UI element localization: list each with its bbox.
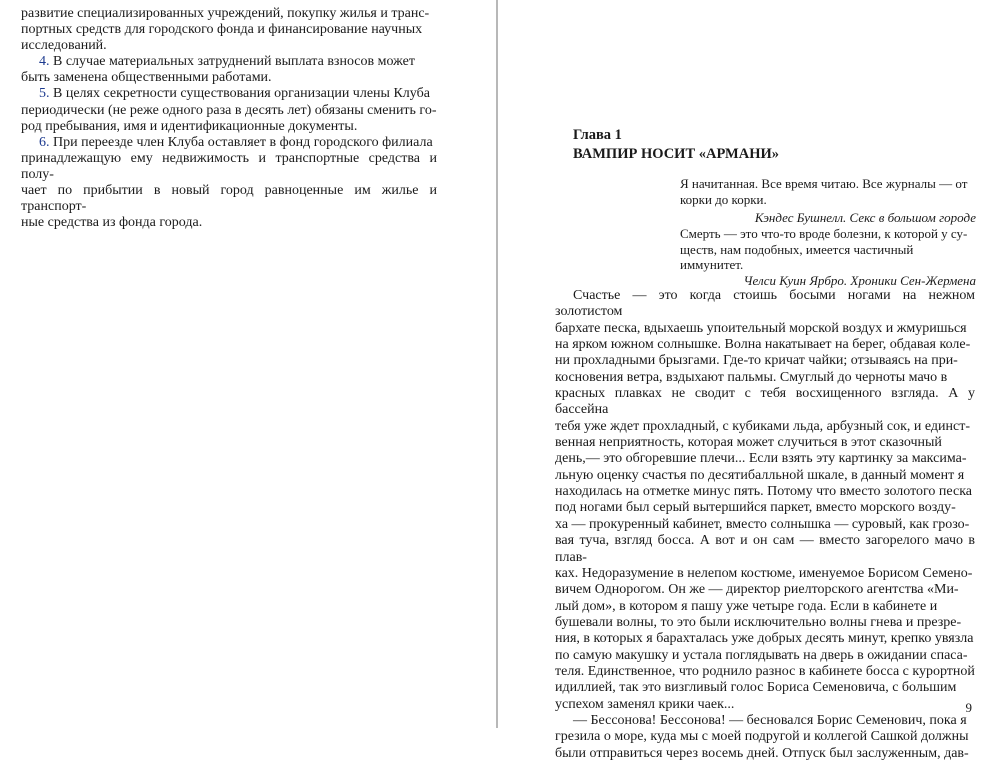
paragraph	[21, 86, 437, 134]
text-line: Счастье — это когда стоишь босыми ногами на нежном золотистом	[555, 288, 975, 320]
text-line: бушевали волны, то это были исключительно волны гнева и презре-	[555, 614, 962, 630]
text-line: род пребывания, имя и идентификационные документы.	[21, 118, 358, 134]
text-line: портных средств для городского фонда и финансирование научных	[21, 22, 423, 38]
left-page	[0, 0, 496, 728]
paragraph-number: 4.	[39, 54, 50, 70]
paragraph	[21, 6, 437, 54]
epigraph-quote: Смерть — это что-то вроде болезни, к которой у су- ществ, нам подобных, имеется частичный иммунитет.	[680, 226, 968, 273]
text-line: по самую макушку и устала поглядывать на дверь в ожидании спаса-	[555, 647, 968, 663]
page-number: 9	[965, 700, 972, 715]
paragraph	[21, 135, 437, 232]
paragraph-number: 5.	[39, 86, 50, 102]
text-line: венная неприятность, которая может случиться в этот сказочный	[555, 435, 942, 451]
text-line: В случае материальных затруднений выплата взносов может	[49, 54, 415, 70]
text-line: льную оценку счастья по десятибалльной шкале, в данный момент я	[555, 467, 965, 483]
paragraph	[555, 713, 975, 762]
text-line: под ногами был серый вытершийся паркет, вместо морского возду-	[555, 500, 956, 516]
paragraph	[21, 54, 437, 86]
text-line: грезила о море, куда мы с моей подругой и коллегой Сашкой должны	[555, 729, 969, 745]
text-line: тебя уже ждет прохладный, с кубиками льда, арбузный сок, и единст-	[555, 418, 971, 434]
text-line: идиллией, так это визгливый голос Бориса Семеновича, с большим	[555, 680, 957, 696]
left-page-text	[21, 6, 437, 231]
epigraph	[680, 226, 976, 288]
text-line: вая туча, взгляд босса. А вот и он сам — вместо загорелого мачо в плав-	[555, 533, 975, 565]
text-line: быть заменена общественными работами.	[21, 70, 272, 86]
text-line: вичем Однорогом. Он же — директор риелторского агентства «Ми-	[555, 582, 959, 598]
text-line: — Бессонова! Бессонова! — бесновался Борис Семенович, пока я	[573, 712, 967, 728]
text-line: исследований.	[21, 38, 107, 54]
epigraph-author: Челси Куин Ярбро. Хроники Сен-Жермена	[743, 272, 976, 288]
paragraph-number: 6.	[39, 134, 50, 150]
chapter-body-text	[555, 288, 975, 762]
text-line: теля. Единственное, что роднило разнос в кабинете босса с курортной	[555, 663, 975, 679]
text-line: принадлежащую ему недвижимость и транспортные средства и полу-	[21, 150, 437, 182]
text-line: В целях секретности существования организации члены Клуба	[49, 86, 430, 102]
text-line: косновения ветра, вздыхают пальмы. Смуглый до черноты мачо в	[555, 369, 948, 385]
text-line: были отправиться через восемь дней. Отпуск был заслуженным, дав-	[555, 745, 969, 761]
text-line: лый дом», в котором я пашу уже четыре года. Если в кабинете и	[555, 598, 938, 614]
epigraph	[680, 176, 976, 226]
text-line: ни прохладными брызгами. Где-то кричат чайки; отзываясь на при-	[555, 353, 958, 369]
text-line: ках. Недоразумение в нелепом костюме, именуемое Борисом Семено-	[555, 565, 973, 581]
text-line: ные средства из фонда города.	[21, 215, 203, 231]
right-page	[498, 0, 1000, 761]
chapter-title: ВАМПИР НОСИТ «АРМАНИ»	[573, 146, 780, 162]
chapter-heading	[573, 126, 973, 164]
text-line: бархате песка, вдыхаешь упоительный морской воздух и жмуришься	[555, 320, 967, 336]
epigraph-author: Кэндес Бушнелл. Секс в большом городе	[754, 210, 976, 226]
text-line: день,— это обгоревшие плечи... Если взять эту картинку за максима-	[555, 451, 967, 467]
chapter-label: Глава 1	[573, 127, 622, 143]
epigraph-quote: Я начитанная. Все время читаю. Все журналы — от корки до корки.	[680, 176, 968, 207]
text-line: При переезде член Клуба оставляет в фонд городского филиала	[49, 134, 433, 150]
text-line: ха — прокуренный кабинет, вместо солнышка — суровый, как грозо-	[555, 516, 970, 532]
text-line: красных плавках не сводит с тебя восхищенного взгляда. А у бассейна	[555, 386, 975, 418]
text-line: периодически (не реже одного раза в десять лет) обязаны сменить го-	[21, 102, 437, 118]
text-line: успехом заменял крики чаек...	[555, 696, 735, 712]
text-line: ния, в которых я барахталась уже добрых десять минут, крепко увязла	[555, 631, 974, 647]
text-line: находилась на отметке минус пять. Потому что вместо золотого песка	[555, 484, 973, 500]
text-line: чает по прибытии в новый город равноценные им жилье и транспорт-	[21, 183, 437, 215]
text-line: развитие специализированных учреждений, покупку жилья и транс-	[21, 6, 430, 21]
paragraph	[555, 288, 975, 713]
text-line: на ярком южном солнышке. Волна накатывает на берег, обдавая коле-	[555, 337, 971, 353]
